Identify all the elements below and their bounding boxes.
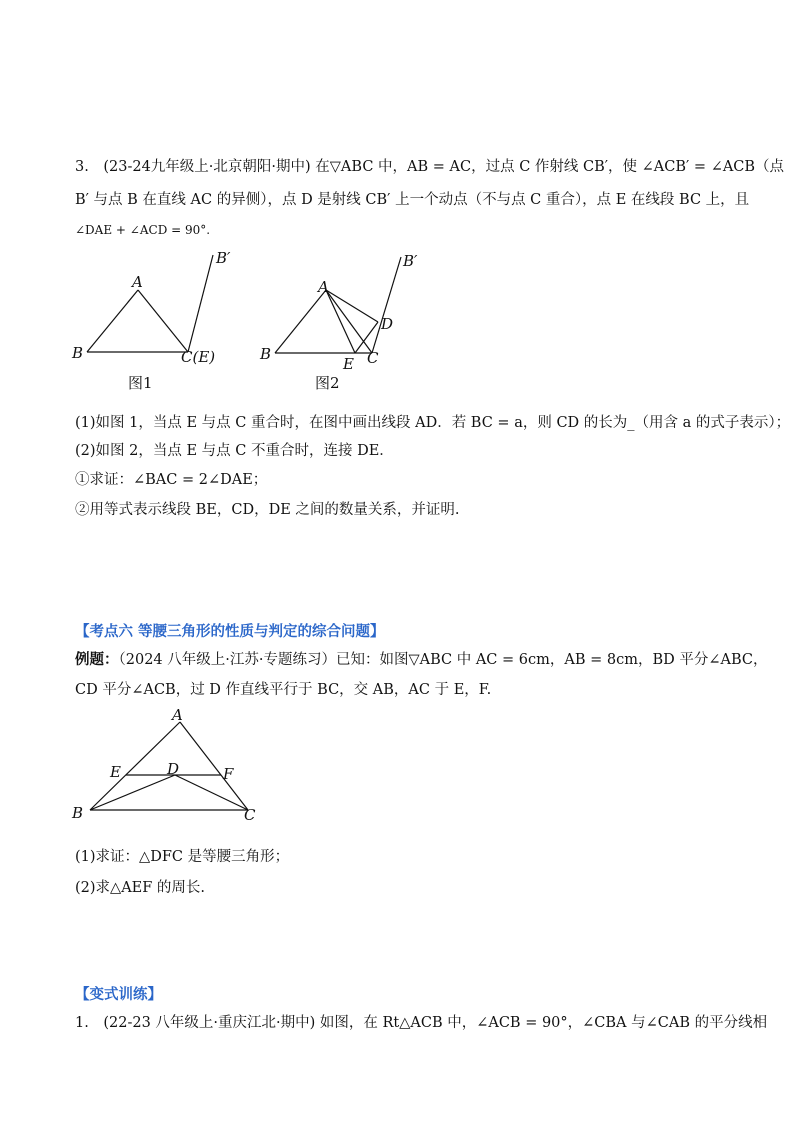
fig2-label-Bp: B′	[403, 252, 418, 270]
fig1-caption: 图1	[128, 374, 153, 392]
section6-q1: (1)求证：△DFC 是等腰三角形；	[75, 849, 290, 865]
section6-figure	[60, 700, 280, 830]
fig1-label-C: C(E)	[181, 348, 216, 366]
fig1-AB	[87, 290, 138, 352]
problem3-q1: (1)如图 1，当点 E 与点 C 重合时，在图中画出线段 AD．若 BC = a，则 CD 的长为_（用含 a 的式子表示）；	[75, 415, 791, 431]
fig2-ray	[372, 257, 401, 353]
fig3-label-D: D	[167, 760, 180, 778]
fig3-label-A: A	[172, 706, 183, 724]
problem3-line2: B′ 与点 B 在直线 AC 的异侧），点 D 是射线 CB′ 上一个动点（不与点 C 重合），点 E 在线段 BC 上，且	[75, 192, 750, 208]
fig2-AC	[326, 290, 372, 353]
fig1-label-Bp: B′	[216, 249, 231, 267]
fig1-label-B: B	[72, 344, 84, 362]
fig3-label-F: F	[223, 765, 234, 783]
problem3-figures	[60, 245, 460, 395]
fig3-CD	[175, 775, 248, 810]
fig3-label-C: C	[244, 806, 256, 824]
fig3-AC	[180, 722, 248, 810]
section6-q2: (2)求△AEF 的周长.	[75, 880, 206, 896]
fig3-label-E: E	[110, 763, 121, 781]
fig3-label-B: B	[72, 804, 84, 822]
example-text1: （2024 八年级上·江苏·专题练习）已知：如图▽ABC 中 AC = 6cm，AB = 8cm，BD 平分∠ABC，	[118, 652, 768, 668]
fig2-label-C: C	[367, 349, 379, 367]
fig1-AC	[138, 290, 188, 352]
problem3-line1: 3. (23-24九年级上·北京朝阳·期中) 在▽ABC 中，AB = AC，过点 C 作射线 CB′，使 ∠ACB′ = ∠ACB（点	[75, 159, 785, 175]
fig2-label-A: A	[318, 278, 329, 296]
problem3-q2a: ①求证：∠BAC = 2∠DAE；	[75, 472, 268, 488]
fig2-label-B: B	[260, 345, 272, 363]
fig1-label-A: A	[132, 273, 143, 291]
variant-heading: 【变式训练】	[75, 986, 162, 1003]
fig1-ray	[188, 255, 213, 352]
problem3-q2: (2)如图 2，当点 E 与点 C 不重合时，连接 DE．	[75, 443, 394, 459]
fig2-AB	[275, 290, 326, 353]
section6-heading: 【考点六 等腰三角形的性质与判定的综合问题】	[75, 623, 385, 640]
problem3-q2b: ②用等式表示线段 BE，CD，DE 之间的数量关系，并证明.	[75, 502, 460, 518]
fig2-label-D: D	[381, 315, 394, 333]
variant-line1: 1. (22-23 八年级上·重庆江北·期中) 如图，在 Rt△ACB 中，∠ACB = 90°，∠CBA 与∠CAB 的平分线相	[75, 1015, 768, 1031]
problem3-line3: ∠DAE + ∠ACD = 90°.	[75, 223, 211, 237]
fig3-BD	[90, 775, 175, 810]
section6-example-line2: CD 平分∠ACB，过 D 作直线平行于 BC，交 AB，AC 于 E，F.	[75, 682, 492, 698]
fig2-label-E: E	[343, 355, 354, 373]
example-label: 例题：	[75, 651, 119, 668]
fig2-caption: 图2	[315, 374, 340, 392]
section6-example-line1	[75, 650, 768, 670]
